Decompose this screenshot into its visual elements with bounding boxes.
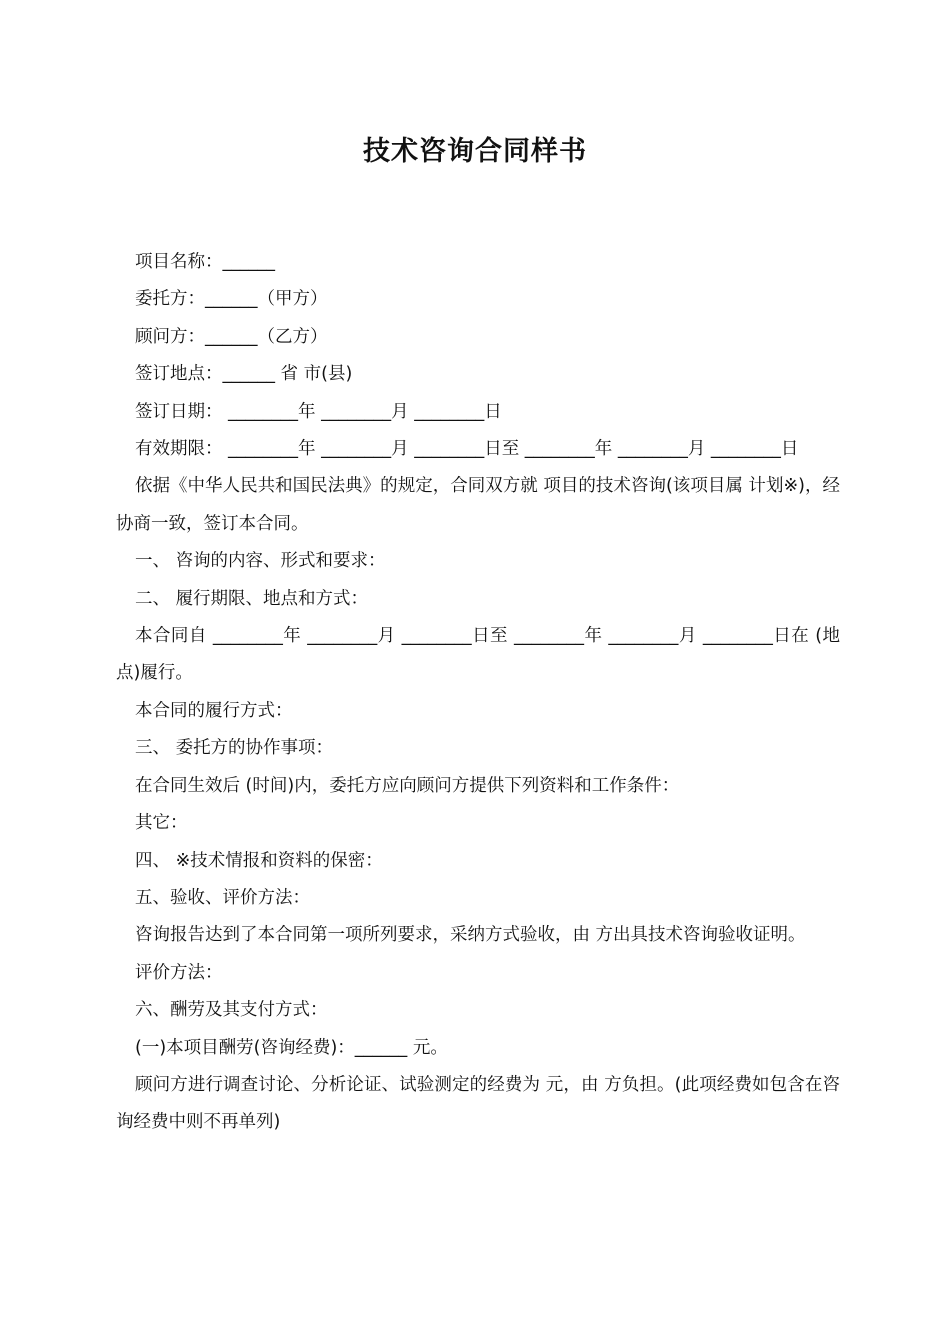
section-1-heading: 一、 咨询的内容、形式和要求： xyxy=(135,551,386,572)
evaluation-method-line: 评价方法： xyxy=(135,962,223,983)
document-body xyxy=(116,244,840,1142)
acceptance-paragraph: 咨询报告达到了本合同第一项所列要求，采纳方式验收，由 方出具技术咨询验收证明。 xyxy=(135,925,806,946)
signing-place-line: 签订地点：______ 省 市(县) xyxy=(135,364,353,385)
section-3-heading: 三、 委托方的协作事项： xyxy=(135,738,334,759)
section-5-heading: 五、验收、评价方法： xyxy=(135,887,310,908)
section-4-heading: 四、 ※技术情报和资料的保密： xyxy=(135,850,383,871)
validity-period-line: 有效期限： ________年 ________月 ________日至 ________年 ________月 ________日 xyxy=(135,439,799,460)
performance-method-line: 本合同的履行方式： xyxy=(135,700,293,721)
other-line: 其它： xyxy=(135,813,188,834)
expense-paragraph: 顾问方进行调查讨论、分析论证、试验测定的经费为 元，由 方负担。(此项经费如包含在咨询经费中则不再单列) xyxy=(116,1074,840,1133)
remuneration-line: (一)本项目酬劳(咨询经费)：______ 元。 xyxy=(135,1037,448,1058)
signing-date-line: 签订日期： ________年 ________月 ________日 xyxy=(135,401,502,422)
client-party-line: 委托方：______（甲方） xyxy=(135,289,328,310)
project-name-line: 项目名称：______ xyxy=(135,252,275,272)
performance-period-paragraph: 本合同自 ________年 ________月 ________日至 ________年 ________月 ________日在 (地点)履行。 xyxy=(116,626,840,684)
consultant-party-line: 顾问方：______（乙方） xyxy=(135,326,328,347)
section-2-heading: 二、 履行期限、地点和方式： xyxy=(135,588,369,609)
section-6-heading: 六、酬劳及其支付方式： xyxy=(135,1000,328,1021)
cooperation-paragraph: 在合同生效后 (时间)内，委托方应向顾问方提供下列资料和工作条件： xyxy=(135,775,680,796)
document-title: 技术咨询合同样书 xyxy=(363,136,587,167)
legal-basis-paragraph: 依据《中华人民共和国民法典》的规定，合同双方就 项目的技术咨询(该项目属 计划※)，经协商一致，签订本合同。 xyxy=(116,476,840,534)
